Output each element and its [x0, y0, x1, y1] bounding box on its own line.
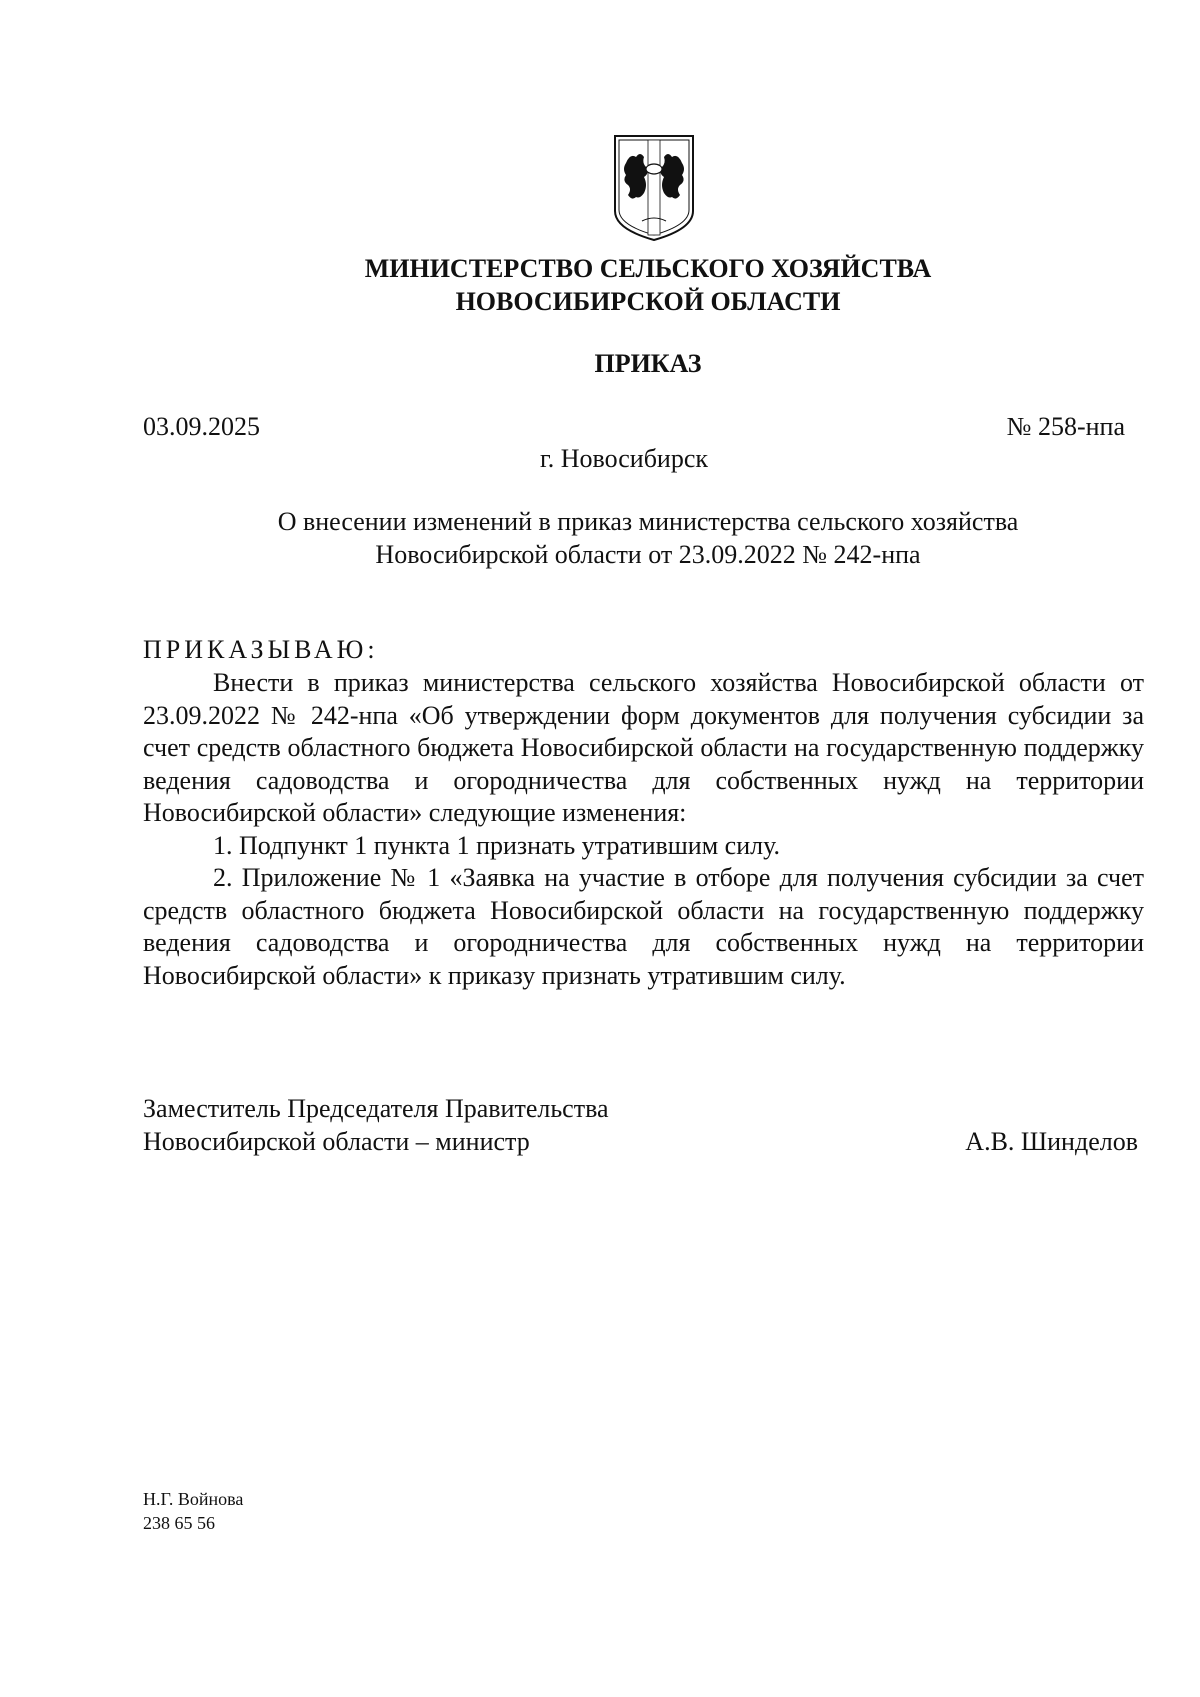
document-body	[143, 667, 1144, 992]
order-directive-word: ПРИКАЗЫВАЮ:	[143, 635, 379, 664]
subject-line-1: О внесении изменений в приказ министерства сельского хозяйства	[277, 507, 1019, 536]
organization-name-line-2: НОВОСИБИРСКОЙ ОБЛАСТИ	[455, 287, 841, 316]
signatory-name: А.В. Шинделов	[965, 1127, 1138, 1156]
body-paragraph-item-1: 1. Подпункт 1 пункта 1 признать утратившим силу.	[213, 830, 780, 860]
body-paragraph-main: Внести в приказ министерства сельского хозяйства Новосибирской области от 23.09.2022 № 242-нпа «Об утверждении форм документов для получения субсидии за счет средств областного бюджета Новосибирской области на государственную поддержку ведения садоводства и огородничества для собственных нужд на территории Новосибирской области» следующие изменения:	[143, 668, 1144, 827]
subject-line-2: Новосибирской области от 23.09.2022 № 242-нпа	[375, 540, 921, 569]
signatory-position	[143, 1092, 609, 1158]
document-type-title: ПРИКАЗ	[594, 349, 702, 378]
signatory-position-line-2: Новосибирской области – министр	[143, 1127, 530, 1156]
document-city: г. Новосибирск	[539, 444, 709, 473]
document-date: 03.09.2025	[143, 412, 260, 441]
coat-of-arms-icon	[612, 133, 696, 243]
executor-block	[143, 1487, 243, 1535]
body-paragraph-item-2: 2. Приложение № 1 «Заявка на участие в отборе для получения субсидии за счет средств областного бюджета Новосибирской области на государственную поддержку ведения садоводства и огородничества для собственных нужд на территории Новосибирской области» к приказу признать утратившим силу.	[143, 863, 1144, 990]
executor-name: Н.Г. Войнова	[143, 1489, 244, 1509]
signatory-position-line-1: Заместитель Председателя Правительства	[143, 1094, 609, 1123]
document-number: № 258-нпа	[1006, 412, 1125, 441]
organization-name-line-1: МИНИСТЕРСТВО СЕЛЬСКОГО ХОЗЯЙСТВА	[364, 254, 932, 283]
executor-phone: 238 65 56	[143, 1513, 215, 1533]
